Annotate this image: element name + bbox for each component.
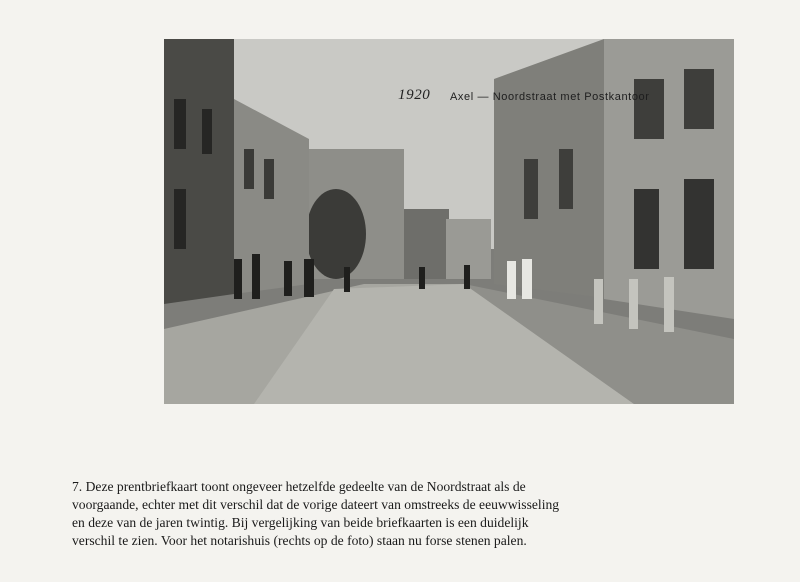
street-photograph [164, 39, 734, 404]
postcard-title: Axel — Noordstraat met Postkantoor [450, 91, 650, 103]
text-line: 7. Deze prentbriefkaart toont ongeveer hetzelfde gedeelte van de Noordstraat als de [72, 479, 526, 494]
postcard-caption [398, 87, 650, 103]
handwritten-date: 1920 [398, 87, 431, 103]
text-line: voorgaande, echter met dit verschil dat de vorige dateert van omstreeks de eeuwwisseling [72, 497, 560, 512]
description-text [72, 478, 652, 550]
text-line: en deze van de jaren twintig. Bij vergelijking van beide briefkaarten is een duidelijk [72, 515, 529, 530]
text-line: verschil te zien. Voor het notarishuis (rechts op de foto) staan nu forse stenen palen. [72, 533, 527, 548]
